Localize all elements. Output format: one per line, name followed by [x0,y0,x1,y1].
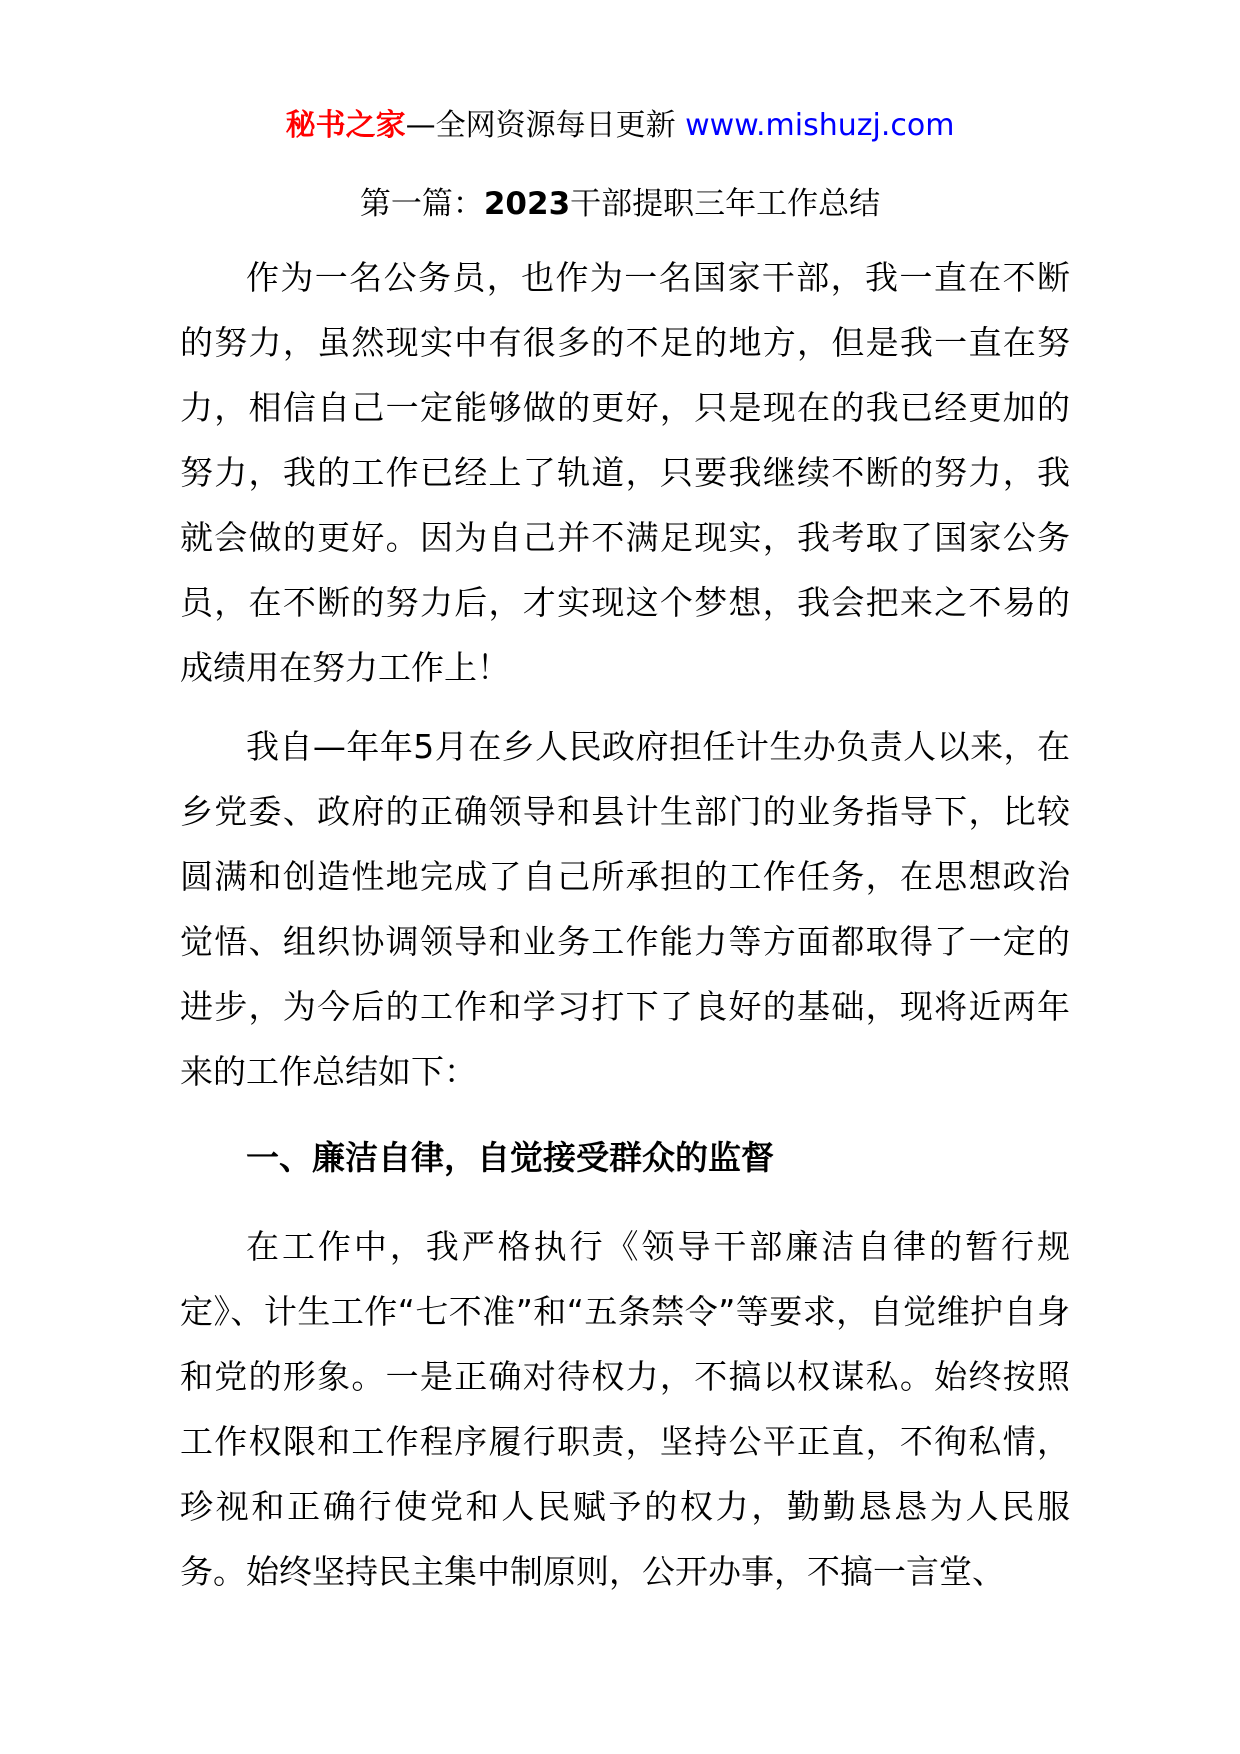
title-prefix: 第一篇： [359,186,484,222]
section-heading-integrity: 一、廉洁自律，自觉接受群众的监督 [246,1138,774,1177]
brand-name: 秘书之家 [285,108,406,143]
paragraph-integrity: 在工作中，我严格执行《领导干部廉洁自律的暂行规定》、计生工作“七不准”和“五条禁令”等要求，自觉维护自身和党的形象。一是正确对待权力，不搞以权谋私。始终按照工作权限和工作程序履行职责，坚持公平正直，不徇私情，珍视和正确行使党和人民赋予的权力，勤勤恳恳为人民服务。始终坚持民主集中制原则，公开办事，不搞一言堂、 [180,1227,1070,1591]
paragraph-overview: 我自—年年5月在乡人民政府担任计生办负责人以来，在乡党委、政府的正确领导和县计生部门的业务指导下，比较圆满和创造性地完成了自己所承担的工作任务，在思想政治觉悟、组织协调领导和业务工作能力等方面都取得了一定的进步，为今后的工作和学习打下了良好的基础，现将近两年来的工作总结如下： [180,727,1070,1091]
title-suffix: 干部提职三年工作总结 [570,186,881,222]
document-title [0,182,1240,226]
header-tagline: —全网资源每日更新 [405,108,676,143]
site-header [0,104,1240,148]
site-url-link[interactable]: www.mishuzj.com [685,108,955,143]
title-year: 2023 [483,186,571,222]
paragraph-intro: 作为一名公务员，也作为一名国家干部，我一直在不断的努力，虽然现实中有很多的不足的地方，但是我一直在努力，相信自己一定能够做的更好，只是现在的我已经更加的努力，我的工作已经上了轨道，只要我继续不断的努力，我就会做的更好。因为自己并不满足现实，我考取了国家公务员，在不断的努力后，才实现这个梦想，我会把来之不易的成绩用在努力工作上！ [180,258,1070,687]
